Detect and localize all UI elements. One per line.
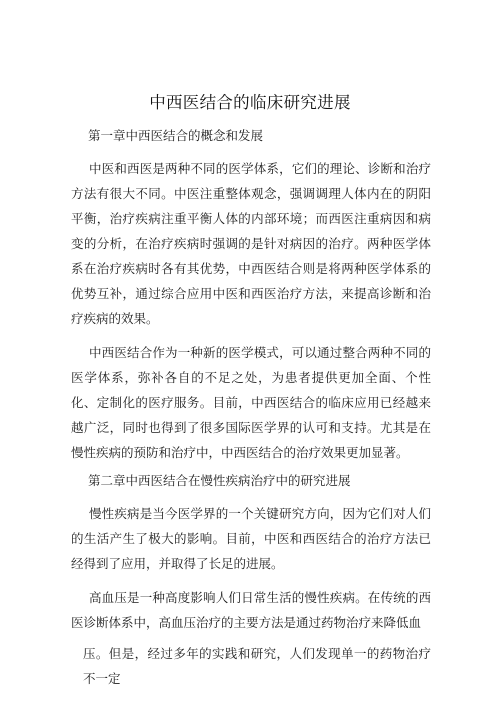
chapter-2-paragraph-continuation: 压。但是，经过多年的实践和研究，人们发现单一的药物治疗不一定: [83, 646, 431, 686]
chapter-2-paragraph-1: 慢性疾病是当今医学界的一个关键研究方向，因为它们对人们的生活产生了极大的影响。目前，中医和西医结合的治疗方法已经得到了应用，并取得了长足的进展。: [71, 506, 431, 571]
chapter-2-paragraph-2: 高血压是一种高度影响人们日常生活的慢性疾病。在传统的西医诊断体系中，高血压治疗的主要方法是通过药物治疗来降低血: [71, 590, 431, 630]
chapter-1-paragraph-2: 中西医结合作为一种新的医学模式，可以通过整合两种不同的医学体系，弥补各自的不足之处，为患者提供更加全面、个性化、定制化的医疗服务。目前，中西医结合的临床应用已经越来越广泛，同时也得到了很多国际医学界的认可和支持。尤其是在慢性疾病的预防和治疗中，中西医结合的治疗效果更加显著。: [71, 345, 431, 460]
document-body: [71, 124, 431, 700]
document-title: 中西医结合的临床研究进展: [149, 93, 351, 112]
chapter-1-paragraph-1: 中医和西医是两种不同的医学体系，它们的理论、诊断和治疗方法有很大不同。中医注重整体观念，强调调理人体内在的阴阳平衡，治疗疾病注重平衡人体的内部环境；而西医注重病因和病变的分析，在治疗疾病时强调的是针对病因的治疗。两种医学体系在治疗疾病时各有其优势，中西医结合则是将两种医学体系的优势互补，通过综合应用中医和西医治疗方法，来提高诊断和治疗疾病的效果。: [71, 161, 431, 326]
chapter-2-heading: 第二章中西医结合在慢性疾病治疗中的研究进展: [88, 473, 351, 488]
chapter-1-heading: 第一章中西医结合的概念和发展: [88, 128, 264, 143]
